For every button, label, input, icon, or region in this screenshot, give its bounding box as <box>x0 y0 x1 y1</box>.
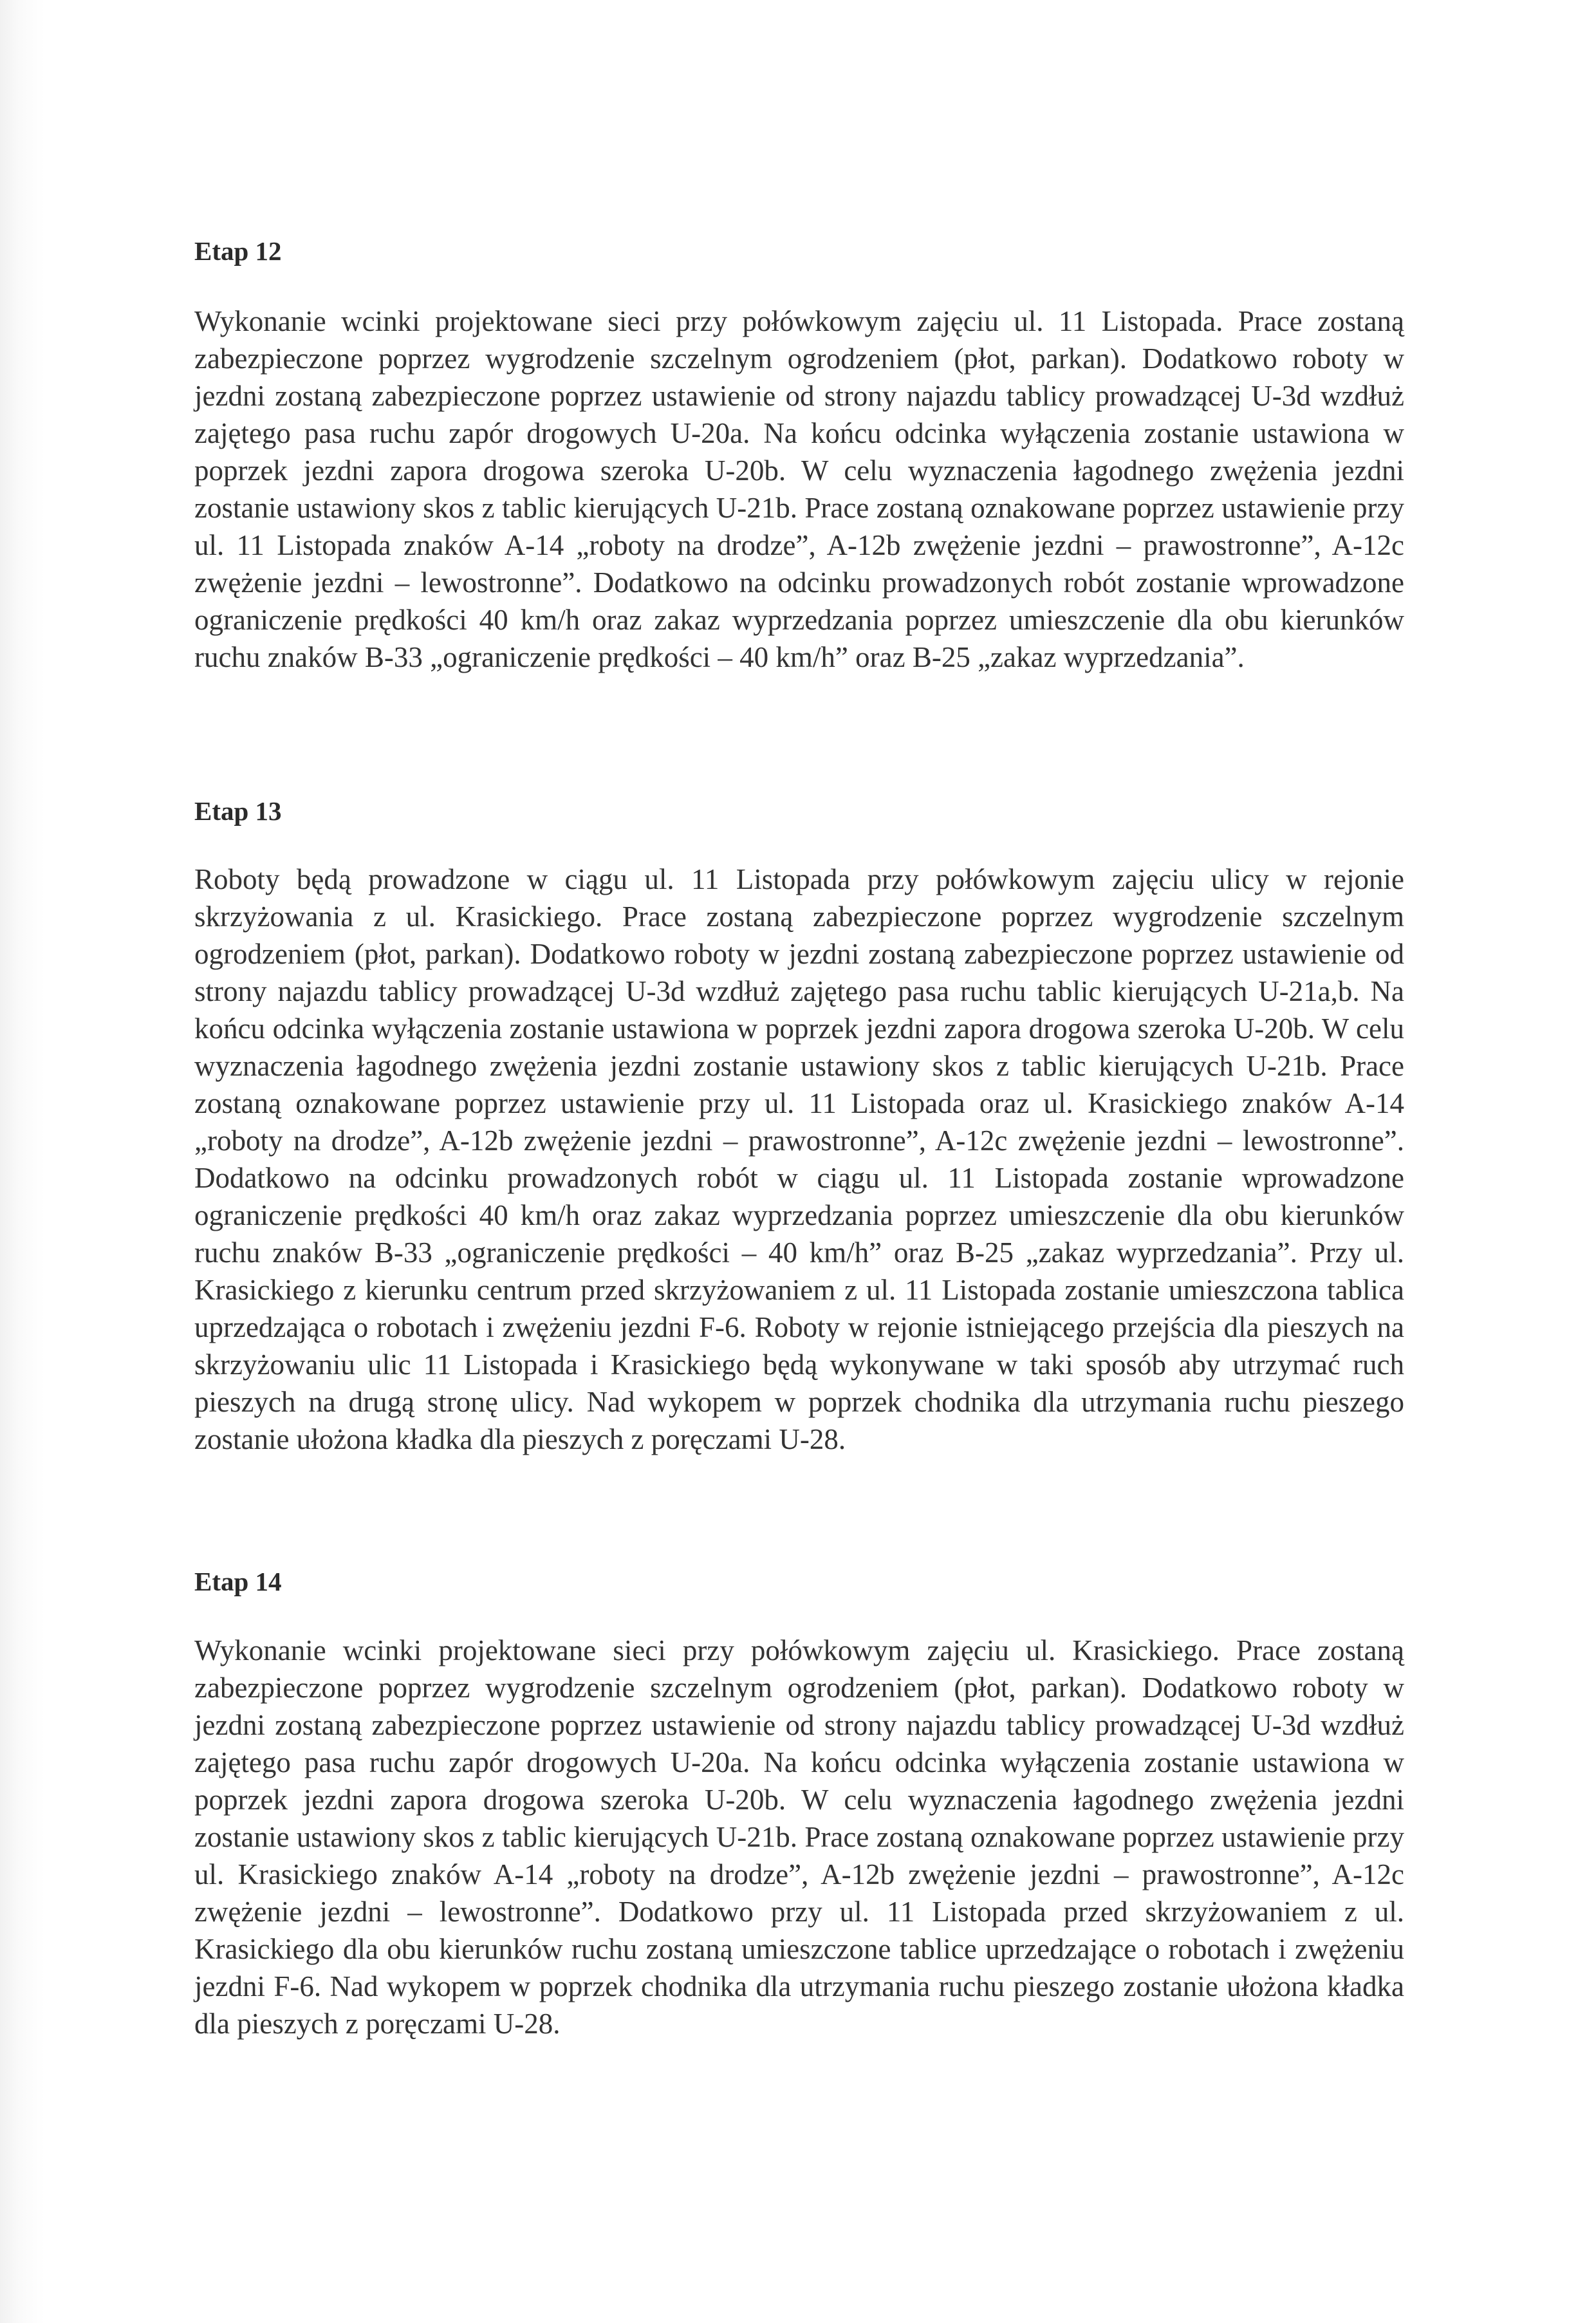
section-heading-etap-12: Etap 12 <box>194 236 282 266</box>
section-body-etap-13: Roboty będą prowadzone w ciągu ul. 11 Listopada przy połówkowym zajęciu ulicy w rejonie skrzyżowania z ul. Krasickiego. Prace zostaną zabezpieczone poprzez wygrodzenie szczelnym ogrodzeniem (płot, parkan). Dodatkowo roboty w jezdni zostaną zabezpieczone poprzez ustawienie od strony najazdu tablicy prowadzącej U-3d wzdłuż zajętego pasa ruchu tablic kierujących U-21a,b. Na końcu odcinka wyłączenia zostanie ustawiona w poprzek jezdni zapora drogowa szeroka U-20b. W celu wyznaczenia łagodnego zwężenia jezdni zostanie ustawiony skos z tablic kierujących U-21b. Prace zostaną oznakowane poprzez ustawienie przy ul. 11 Listopada oraz ul. Krasickiego znaków A-14 „roboty na drodze”, A-12b zwężenie jezdni – prawostronne”, A-12c zwężenie jezdni – lewostronne”. Dodatkowo na odcinku prowadzonych robót w ciągu ul. 11 Listopada zostanie wprowadzone ograniczenie prędkości 40 km/h oraz zakaz wyprzedzania poprzez umieszczenie dla obu kierunków ruchu znaków B-33 „ograniczenie prędkości – 40 km/h” oraz B-25 „zakaz wyprzedzania”. Przy ul. Krasickiego z kierunku centrum przed skrzyżowaniem z ul. 11 Listopada zostanie umieszczona tablica uprzedzająca o robotach i zwężeniu jezdni F-6. Roboty w rejonie istniejącego przejścia dla pieszych na skrzyżowaniu ulic 11 Listopada i Krasickiego będą wykonywane w taki sposób aby utrzymać ruch pieszych na drugą stronę ulicy. Nad wykopem w poprzek chodnika dla utrzymania ruchu pieszego zostanie ułożona kładka dla pieszych z poręczami U-28. <box>194 863 1404 1455</box>
scan-shadow-edge <box>0 0 45 2323</box>
section-heading-etap-14: Etap 14 <box>194 1567 282 1596</box>
section-body-etap-14: Wykonanie wcinki projektowane sieci przy połówkowym zajęciu ul. Krasickiego. Prace zostaną zabezpieczone poprzez wygrodzenie szczelnym ogrodzeniem (płot, parkan). Dodatkowo roboty w jezdni zostaną zabezpieczone poprzez ustawienie od strony najazdu tablicy prowadzącej U-3d wzdłuż zajętego pasa ruchu zapór drogowych U-20a. Na końcu odcinka wyłączenia zostanie ustawiona w poprzek jezdni zapora drogowa szeroka U-20b. W celu wyznaczenia łagodnego zwężenia jezdni zostanie ustawiony skos z tablic kierujących U-21b. Prace zostaną oznakowane poprzez ustawienie przy ul. Krasickiego znaków A-14 „roboty na drodze”, A-12b zwężenie jezdni – prawostronne”, A-12c zwężenie jezdni – lewostronne”. Dodatkowo przy ul. 11 Listopada przed skrzyżowaniem z ul. Krasickiego dla obu kierunków ruchu zostaną umieszczone tablice uprzedzające o robotach i zwężeniu jezdni F-6. Nad wykopem w poprzek chodnika dla utrzymania ruchu pieszego zostanie ułożona kładka dla pieszych z poręczami U-28. <box>194 1634 1404 2040</box>
section-heading-etap-13: Etap 13 <box>194 796 282 826</box>
section-body-etap-12: Wykonanie wcinki projektowane sieci przy połówkowym zajęciu ul. 11 Listopada. Prace zostaną zabezpieczone poprzez wygrodzenie szczelnym ogrodzeniem (płot, parkan). Dodatkowo roboty w jezdni zostaną zabezpieczone poprzez ustawienie od strony najazdu tablicy prowadzącej U-3d wzdłuż zajętego pasa ruchu zapór drogowych U-20a. Na końcu odcinka wyłączenia zostanie ustawiona w poprzek jezdni zapora drogowa szeroka U-20b. W celu wyznaczenia łagodnego zwężenia jezdni zostanie ustawiony skos z tablic kierujących U-21b. Prace zostaną oznakowane poprzez ustawienie przy ul. 11 Listopada znaków A-14 „roboty na drodze”, A-12b zwężenie jezdni – prawostronne”, A-12c zwężenie jezdni – lewostronne”. Dodatkowo na odcinku prowadzonych robót zostanie wprowadzone ograniczenie prędkości 40 km/h oraz zakaz wyprzedzania poprzez umieszczenie dla obu kierunków ruchu znaków B-33 „ograniczenie prędkości – 40 km/h” oraz B-25 „zakaz wyprzedzania”. <box>194 305 1404 673</box>
